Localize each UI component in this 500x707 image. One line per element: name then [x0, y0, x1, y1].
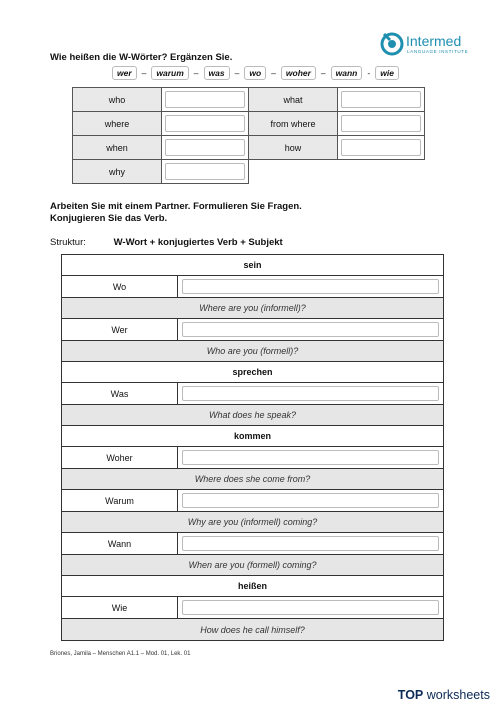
- translation-hint: Where does she come from?: [62, 469, 443, 490]
- verb-header: sein: [62, 255, 443, 276]
- answer-cell: [178, 383, 443, 404]
- separator: –: [141, 68, 147, 78]
- separator: –: [193, 68, 199, 78]
- w-word: Wie: [62, 597, 178, 618]
- answer-cell: [178, 447, 443, 468]
- brand-watermark: [398, 688, 490, 702]
- answer-cell: [178, 276, 443, 297]
- structure-line: [50, 237, 283, 248]
- question-input[interactable]: [182, 322, 439, 337]
- question-row: [62, 276, 443, 298]
- answer-cell: [178, 490, 443, 511]
- question-row: [62, 490, 443, 512]
- translation-hint: What does he speak?: [62, 405, 443, 426]
- answer-cell: [338, 136, 425, 160]
- question-row: [62, 319, 443, 341]
- question-input[interactable]: [182, 600, 439, 615]
- structure-formula: W-Wort + konjugiertes Verb + Subjekt: [113, 237, 283, 248]
- instruction-line: Arbeiten Sie mit einem Partner. Formulieren Sie Fragen.: [50, 201, 302, 212]
- english-word: from where: [249, 112, 338, 136]
- structure-label: Struktur:: [50, 237, 86, 248]
- logo-icon: [380, 30, 404, 58]
- question-input[interactable]: [182, 450, 439, 465]
- question-input[interactable]: [182, 386, 439, 401]
- word-chip: woher: [281, 66, 316, 80]
- word-chip: wo: [244, 66, 266, 80]
- word-chip: wie: [375, 66, 399, 80]
- separator: –: [320, 68, 326, 78]
- answer-input[interactable]: [341, 91, 421, 108]
- question-row: [62, 383, 443, 405]
- answer-cell: [162, 160, 249, 184]
- separator: –: [234, 68, 240, 78]
- w-word: Wer: [62, 319, 178, 340]
- instructions: [50, 201, 302, 225]
- answer-input[interactable]: [341, 115, 421, 132]
- question-input[interactable]: [182, 536, 439, 551]
- english-word: what: [249, 88, 338, 112]
- w-word: Wann: [62, 533, 178, 554]
- english-word: why: [73, 160, 162, 184]
- verb-header: heißen: [62, 576, 443, 597]
- intermed-logo: [380, 30, 480, 60]
- verb-header: sprechen: [62, 362, 443, 383]
- translation-hint: When are you (formell) coming?: [62, 555, 443, 576]
- english-word: how: [249, 136, 338, 160]
- table-row: [73, 136, 425, 160]
- answer-cell: [178, 319, 443, 340]
- table-row: [73, 160, 425, 184]
- question-input[interactable]: [182, 493, 439, 508]
- page-title: Wie heißen die W-Wörter? Ergänzen Sie.: [50, 52, 233, 63]
- w-word: Wo: [62, 276, 178, 297]
- verb-header: kommen: [62, 426, 443, 447]
- translation-hint: Where are you (informell)?: [62, 298, 443, 319]
- instruction-line: Konjugieren Sie das Verb.: [50, 213, 168, 224]
- logo-name: Intermed: [406, 33, 462, 49]
- translation-hint: Why are you (informell) coming?: [62, 512, 443, 533]
- brand-part1: TOP: [397, 688, 424, 702]
- w-word: Was: [62, 383, 178, 404]
- footer-credit: Briones, Jamila – Menschen A1.1 – Mod. 01, Lek. 01: [50, 651, 191, 657]
- question-row: [62, 597, 443, 619]
- separator: -: [367, 68, 371, 78]
- w-word: Warum: [62, 490, 178, 511]
- translation-hint: Who are you (formell)?: [62, 341, 443, 362]
- brand-part2: worksheets: [426, 688, 490, 702]
- question-table: [61, 254, 444, 641]
- word-chip: was: [204, 66, 230, 80]
- translation-hint: How does he call himself?: [62, 619, 443, 640]
- question-row: [62, 533, 443, 555]
- word-chip: wann: [331, 66, 363, 80]
- word-chip: wer: [112, 66, 137, 80]
- answer-cell: [338, 112, 425, 136]
- question-input[interactable]: [182, 279, 439, 294]
- answer-cell: [178, 533, 443, 554]
- english-word: who: [73, 88, 162, 112]
- w-words-table: [72, 87, 425, 184]
- w-word: Woher: [62, 447, 178, 468]
- answer-input[interactable]: [165, 139, 245, 156]
- english-word: where: [73, 112, 162, 136]
- english-word: when: [73, 136, 162, 160]
- answer-cell: [338, 88, 425, 112]
- answer-input[interactable]: [165, 163, 245, 180]
- word-chip: warum: [151, 66, 188, 80]
- table-row: [73, 112, 425, 136]
- table-row: [73, 88, 425, 112]
- question-row: [62, 447, 443, 469]
- answer-cell: [162, 136, 249, 160]
- answer-input[interactable]: [165, 91, 245, 108]
- answer-input[interactable]: [341, 139, 421, 156]
- answer-cell: [162, 112, 249, 136]
- answer-cell: [178, 597, 443, 618]
- separator: –: [271, 68, 276, 78]
- answer-input[interactable]: [165, 115, 245, 132]
- word-bank: [112, 66, 399, 80]
- logo-subtitle: LANGUAGE INSTITUTE: [407, 49, 469, 54]
- answer-cell: [162, 88, 249, 112]
